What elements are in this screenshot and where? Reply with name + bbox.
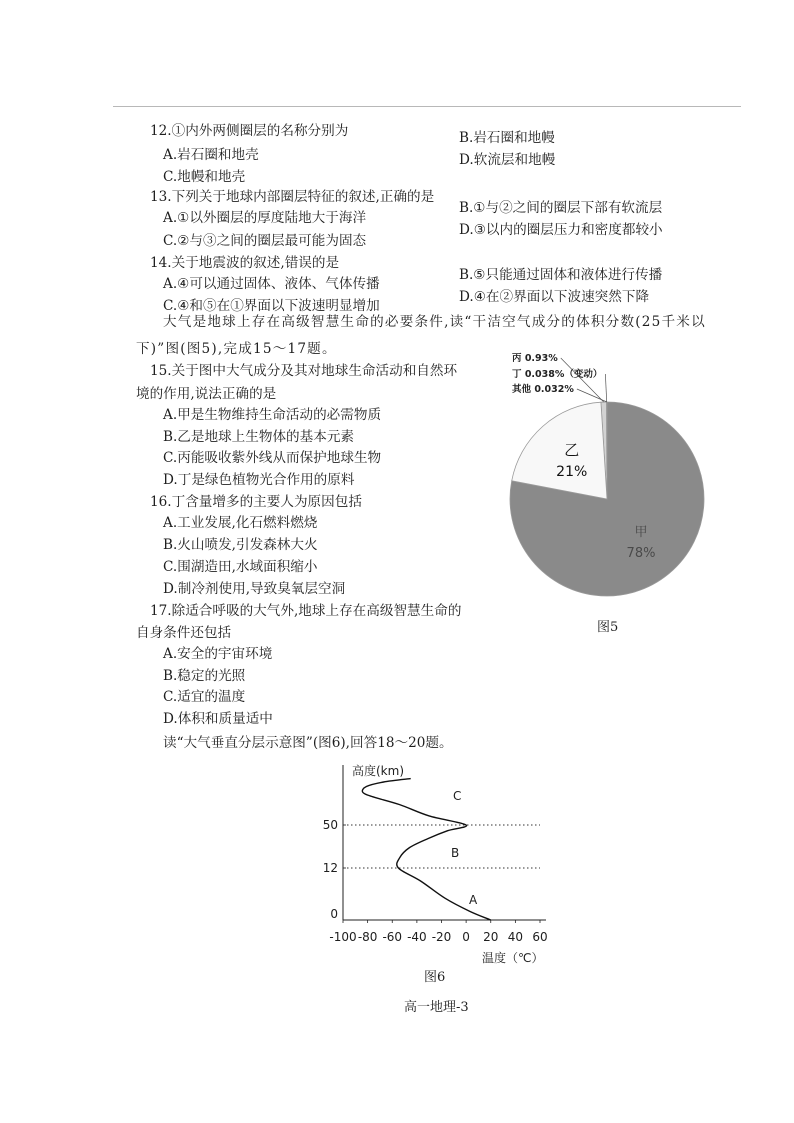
question-12-stem: 12.①内外两侧圈层的名称分别为 (150, 123, 349, 139)
x-tick-label: 20 (483, 930, 499, 944)
question-12-option-d: D.软流层和地幔 (459, 152, 556, 168)
pie-slice-name-label: 甲 (634, 525, 648, 541)
y-tick-label: 0 (330, 907, 338, 921)
question-13-option-c: C.②与③之间的圈层最可能为固态 (163, 233, 367, 249)
question-15-stem-line-1: 15.关于图中大气成分及其对地球生命活动和自然环 (150, 363, 458, 379)
question-17-stem-line-2: 自身条件还包括 (136, 625, 232, 641)
intro-15-17-line-2: 下)”图(图5),完成15～17题。 (136, 341, 337, 357)
pie-slice-name-label: 乙 (564, 440, 580, 459)
pie-leader-line (561, 358, 604, 402)
x-tick-label: -100 (329, 930, 357, 944)
intro-15-17-line-1: 大气是地球上存在高级智慧生命的必要条件,读“干洁空气成分的体积分数(25千米以 (163, 314, 706, 330)
x-tick-label: 0 (462, 930, 470, 944)
question-13-option-a: A.①以外圈层的厚度陆地大于海洋 (163, 210, 367, 226)
question-15-option-a: A.甲是生物维持生命活动的必需物质 (163, 407, 382, 423)
question-16-option-a: A.工业发展,化石燃料燃烧 (163, 515, 318, 531)
question-13-option-b: B.①与②之间的圈层下部有软流层 (459, 200, 663, 216)
question-16-option-b: B.火山喷发,引发森林大火 (163, 537, 318, 553)
x-tick-label: -20 (431, 930, 452, 944)
layer-label: B (451, 846, 460, 860)
pie-outside-label: 其他 0.032% (512, 384, 574, 395)
page-footer: 高一地理-3 (404, 1000, 469, 1015)
question-13-stem: 13.下列关于地球内部圈层特征的叙述,正确的是 (150, 189, 435, 205)
y-tick-label: 12 (322, 861, 338, 875)
question-16-option-c: C.围湖造田,水域面积缩小 (163, 559, 318, 575)
question-15-option-d: D.丁是绿色植物光合作用的原料 (163, 472, 355, 488)
question-15-stem-line-2: 境的作用,说法正确的是 (136, 386, 277, 402)
question-15-option-c: C.丙能吸收紫外线从而保护地球生物 (163, 450, 382, 466)
header-divider (113, 106, 741, 107)
pie-leader-line (577, 389, 607, 402)
air-composition-pie-chart (505, 345, 720, 607)
question-17-option-b: B.稳定的光照 (163, 668, 246, 684)
question-14-option-c: C.④和⑤在①界面以下波速明显增加 (163, 298, 380, 314)
question-14-option-a: A.④可以通过固体、液体、气体传播 (163, 276, 380, 292)
x-tick-label: 60 (532, 930, 548, 944)
question-17-option-d: D.体积和质量适中 (163, 711, 273, 727)
y-axis-title: 高度(km) (352, 764, 405, 778)
x-tick-label: -80 (357, 930, 378, 944)
question-14-stem: 14.关于地震波的叙述,错误的是 (150, 255, 340, 271)
question-15-option-b: B.乙是地球上生物体的基本元素 (163, 429, 355, 445)
question-16-stem: 16.丁含量增多的主要人为原因包括 (150, 494, 362, 510)
question-17-stem-line-1: 17.除适合呼吸的大气外,地球上存在高级智慧生命的 (150, 603, 462, 619)
pie-leader-line (605, 374, 606, 402)
question-12-option-c: C.地幔和地壳 (163, 169, 246, 185)
atmosphere-layers-chart (300, 755, 560, 970)
question-14-option-b: B.⑤只能通过固体和液体进行传播 (459, 267, 663, 283)
question-16-option-d: D.制冷剂使用,导致臭氧层空洞 (163, 581, 346, 597)
question-12-option-b: B.岩石圈和地幔 (459, 130, 555, 146)
x-tick-label: 40 (507, 930, 524, 944)
intro-18-20: 读“大气垂直分层示意图”(图6),回答18～20题。 (163, 735, 453, 751)
question-13-option-d: D.③以内的圈层压力和密度都较小 (459, 222, 663, 238)
pie-outside-label: 丁 0.038%（变动） (512, 369, 603, 380)
y-tick-label: 50 (322, 818, 338, 832)
pie-slice-value-label: 21% (556, 463, 588, 480)
figure-5-caption: 图5 (597, 620, 619, 635)
question-17-option-c: C.适宜的温度 (163, 689, 246, 705)
x-tick-label: -40 (407, 930, 427, 944)
x-tick-label: -60 (382, 930, 403, 944)
pie-slice-value-label: 78% (626, 546, 656, 562)
layer-label: A (469, 893, 478, 907)
x-axis-title: 温度（℃） (482, 951, 544, 965)
figure-6-caption: 图6 (424, 970, 446, 985)
question-12-option-a: A.岩石圈和地壳 (163, 147, 259, 163)
question-14-option-d: D.④在②界面以下波速突然下降 (459, 289, 650, 305)
pie-outside-label: 丙 0.93% (512, 353, 558, 364)
question-17-option-a: A.安全的宇宙环境 (163, 646, 273, 662)
layer-label: C (453, 789, 462, 803)
